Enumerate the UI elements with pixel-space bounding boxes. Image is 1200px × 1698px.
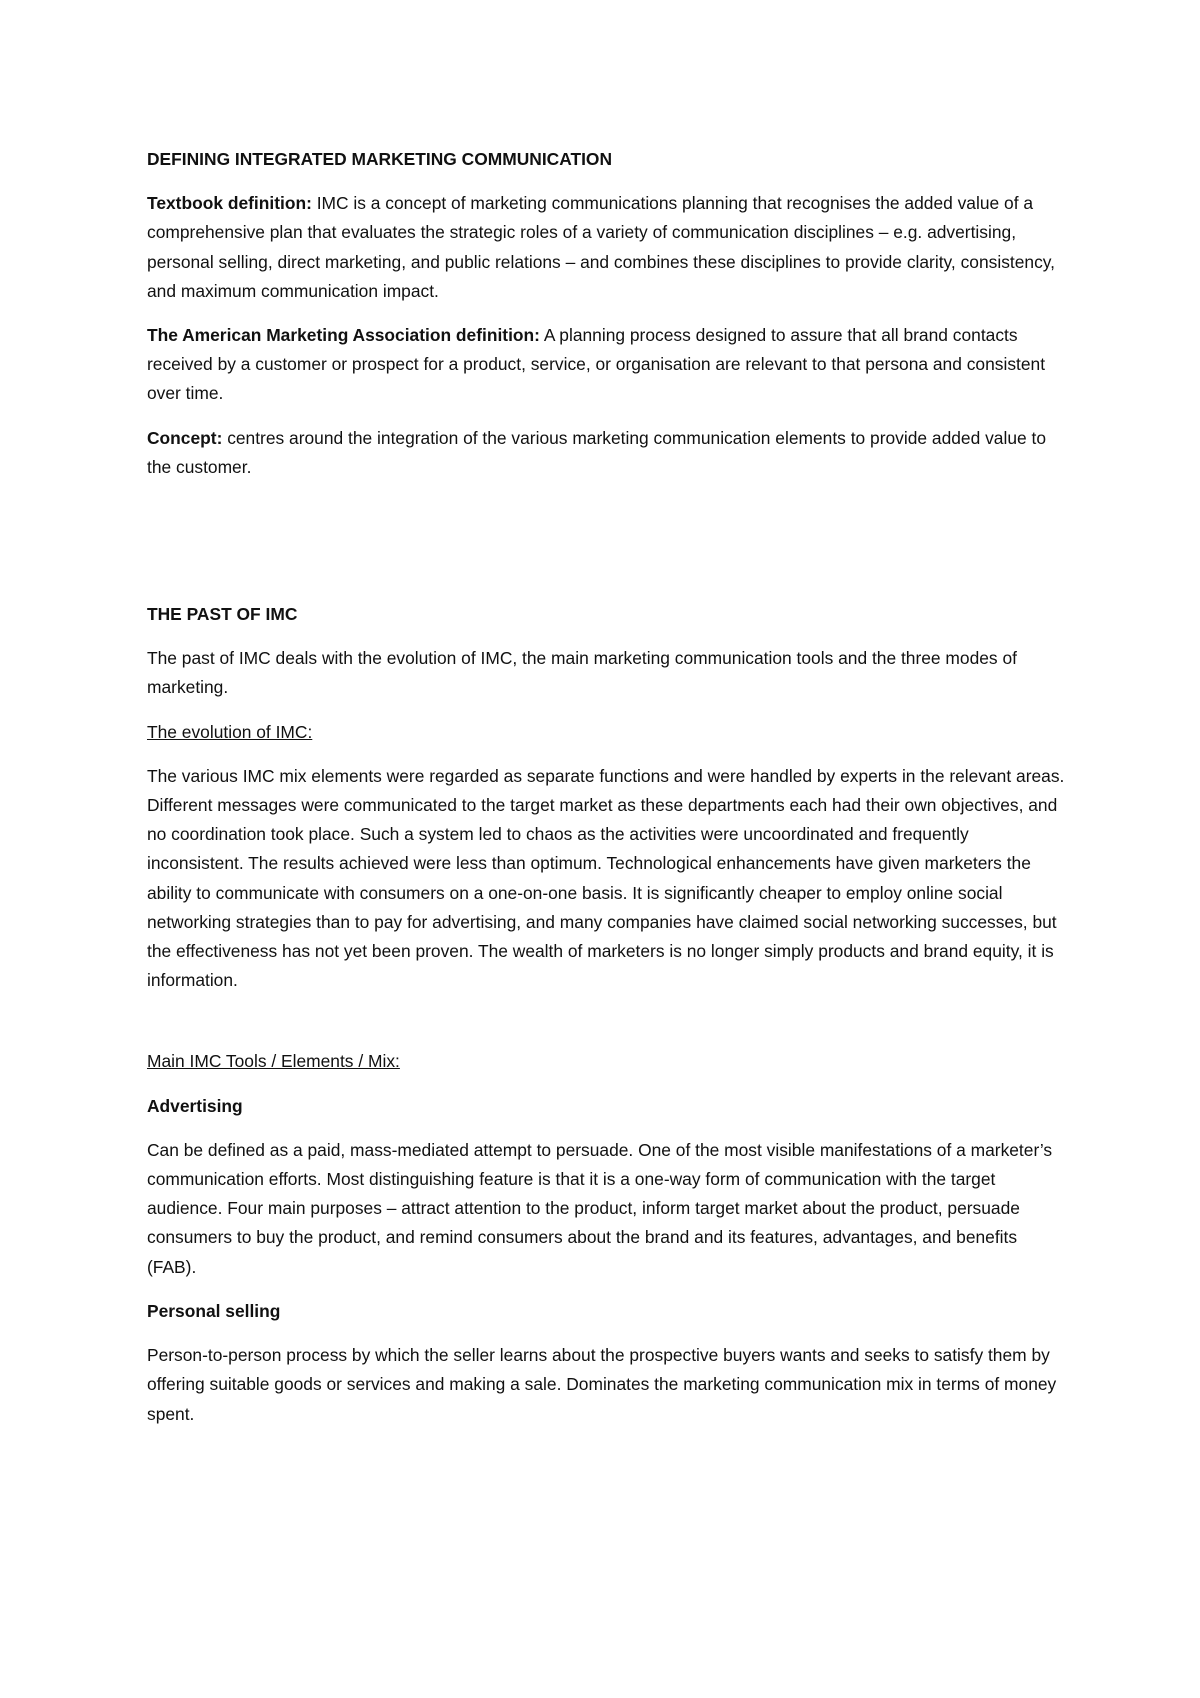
concept-text: centres around the integration of the various marketing communication elements to provide added value to the customer. [147, 427, 1046, 477]
personal-selling-heading: Personal selling [147, 1300, 281, 1321]
personal-selling-paragraph: Person-to-person process by which the seller learns about the prospective buyers wants and seeks to satisfy them by offering suitable goods or services and making a sale. Dominates the marketing communication mix in terms of money spent. [147, 1345, 1057, 1424]
tools-subheading: Main IMC Tools / Elements / Mix: [147, 1051, 400, 1072]
textbook-definition-label: Textbook definition: [147, 193, 312, 214]
advertising-heading: Advertising [147, 1095, 243, 1116]
concept-label: Concept: [147, 427, 223, 448]
section-spacer [147, 497, 1067, 600]
ama-definition-label: The American Marketing Association definition: [147, 325, 540, 346]
subsection-spacer [147, 1010, 1067, 1047]
textbook-definition-text: IMC is a concept of marketing communications planning that recognises the added value of a comprehensive plan that evaluates the strategic roles of a variety of communication disciplines – e.g. advertising, personal selling, direct marketing, and public relations – and combines these disciplines to provide clarity, consistency, and maximum communication impact. [147, 193, 1055, 301]
concept-paragraph [147, 424, 1067, 482]
ama-definition-text: A planning process designed to assure that all brand contacts received by a customer or prospect for a product, service, or organisation are relevant to that persona and consistent over time. [147, 325, 1046, 404]
ama-definition-paragraph [147, 321, 1067, 409]
past-intro-paragraph: The past of IMC deals with the evolution of IMC, the main marketing communication tools and the three modes of marketing. [147, 648, 1017, 698]
textbook-definition-paragraph [147, 189, 1067, 306]
advertising-paragraph: Can be defined as a paid, mass-mediated attempt to persuade. One of the most visible manifestations of a marketer’s communication efforts. Most distinguishing feature is that it is a one-way form of communication with the target audience. Four main purposes – attract attention to the product, inform target market about the product, persuade consumers to buy the product, and remind consumers about the brand and its features, advantages, and benefits (FAB). [147, 1139, 1053, 1277]
evolution-paragraph: The various IMC mix elements were regarded as separate functions and were handled by experts in the relevant areas. Different messages were communicated to the target market as these departments each had their own objectives, and no coordination took place. Such a system led to chaos as the activities were uncoordinated and frequently inconsistent. The results achieved were less than optimum. Technological enhancements have given marketers the ability to communicate with consumers on a one-on-one basis. It is significantly cheaper to employ online social networking strategies than to pay for advertising, and many companies have claimed social networking successes, but the effectiveness has not yet been proven. The wealth of marketers is no longer simply products and brand equity, it is information. [147, 765, 1065, 991]
section-heading-past-of-imc: THE PAST OF IMC [147, 604, 298, 625]
evolution-subheading: The evolution of IMC: [147, 721, 313, 742]
section-heading-defining-imc: DEFINING INTEGRATED MARKETING COMMUNICATION [147, 149, 613, 169]
document-page [147, 145, 1067, 1444]
